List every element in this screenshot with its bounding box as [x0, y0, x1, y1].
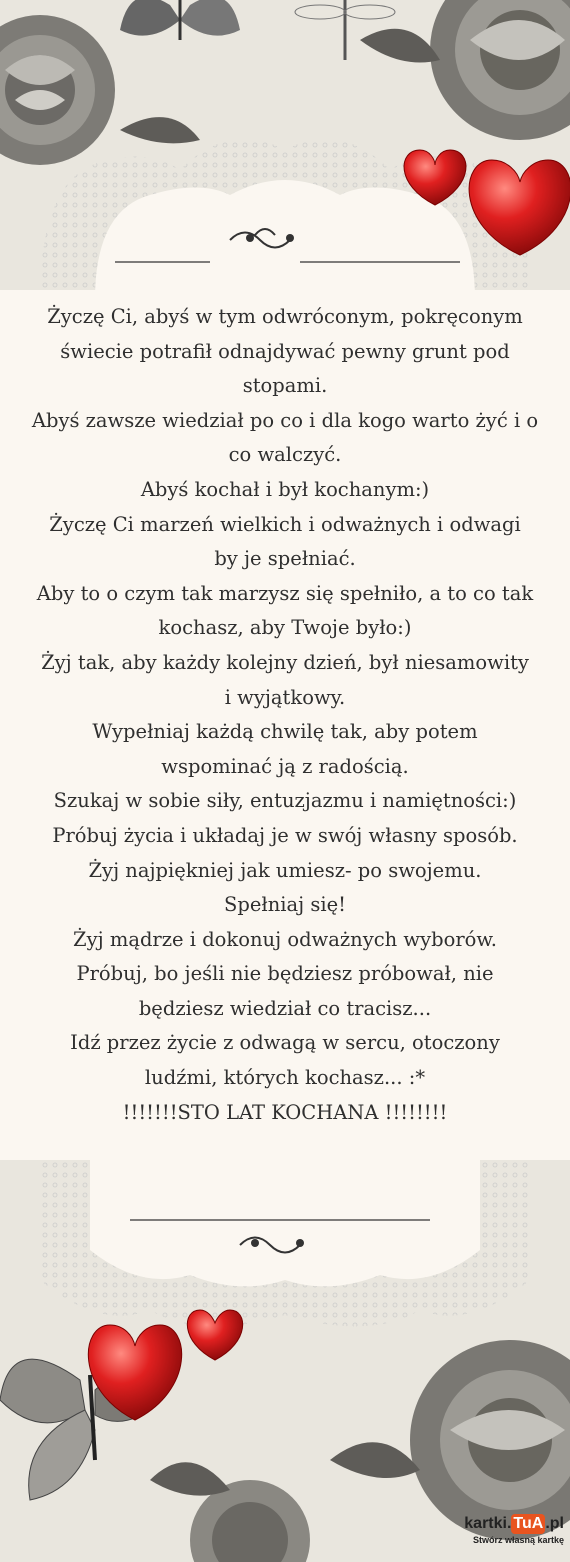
message-line: Abyś zawsze wiedział po co i dla kogo warto żyć i o	[31, 408, 539, 432]
logo-suffix: .pl	[545, 1515, 564, 1532]
message-line: Abyś kochał i był kochanym:)	[140, 477, 430, 501]
message-line: i wyjątkowy.	[224, 685, 346, 709]
message-line: Spełniaj się!	[224, 893, 346, 917]
message-line: !!!!!!!STO LAT KOCHANA !!!!!!!!	[122, 1100, 448, 1124]
message-line: Próbuj życia i układaj je w swój własny sposób.	[52, 823, 518, 847]
message-line: Żyj mądrze i dokonuj odważnych wyborów.	[73, 927, 497, 951]
message-line: co walczyć.	[228, 443, 342, 467]
message-line: by je spełniać.	[214, 547, 356, 571]
logo-mark: TuA	[513, 1515, 544, 1532]
message-line: kochasz, aby Twoje było:)	[158, 616, 412, 640]
logo-brand	[454, 1514, 564, 1534]
kartki-logo[interactable]	[454, 1514, 564, 1554]
top-decoration	[0, 0, 570, 290]
message-line: Aby to o czym tak marzysz się spełniło, a to co tak	[36, 581, 534, 605]
greeting-message	[18, 300, 552, 1130]
message-line: stopami.	[242, 374, 328, 398]
message-line: Życzę Ci marzeń wielkich i odważnych i odwagi	[49, 512, 521, 536]
message-line: Życzę Ci, abyś w tym odwróconym, pokręconym	[47, 305, 523, 328]
message-line: będziesz wiedział co tracisz...	[138, 996, 432, 1020]
message-line: Żyj najpiękniej jak umiesz- po swojemu.	[88, 858, 482, 882]
message-line: Szukaj w sobie siły, entuzjazmu i namiętności:)	[53, 789, 517, 813]
butterfly-illustration	[120, 0, 240, 40]
message-line: Idź przez życie z odwagą w sercu, otoczony	[70, 1031, 500, 1055]
logo-prefix: kartki.	[464, 1515, 512, 1532]
message-line: Próbuj, bo jeśli nie będziesz próbował, nie	[76, 962, 494, 986]
message-line: ludźmi, których kochasz... :*	[144, 1066, 426, 1090]
message-line: świecie potrafił odnajdywać pewny grunt pod	[60, 339, 510, 363]
bottom-decoration	[0, 1160, 570, 1562]
message-line: wspominać ją z radością.	[161, 754, 409, 778]
message-line: Wypełniaj każdą chwilę tak, aby potem	[92, 720, 478, 744]
logo-tagline: Stwórz własną kartkę	[472, 1535, 564, 1545]
message-line: Żyj tak, aby każdy kolejny dzień, był niesamowity	[41, 650, 529, 674]
